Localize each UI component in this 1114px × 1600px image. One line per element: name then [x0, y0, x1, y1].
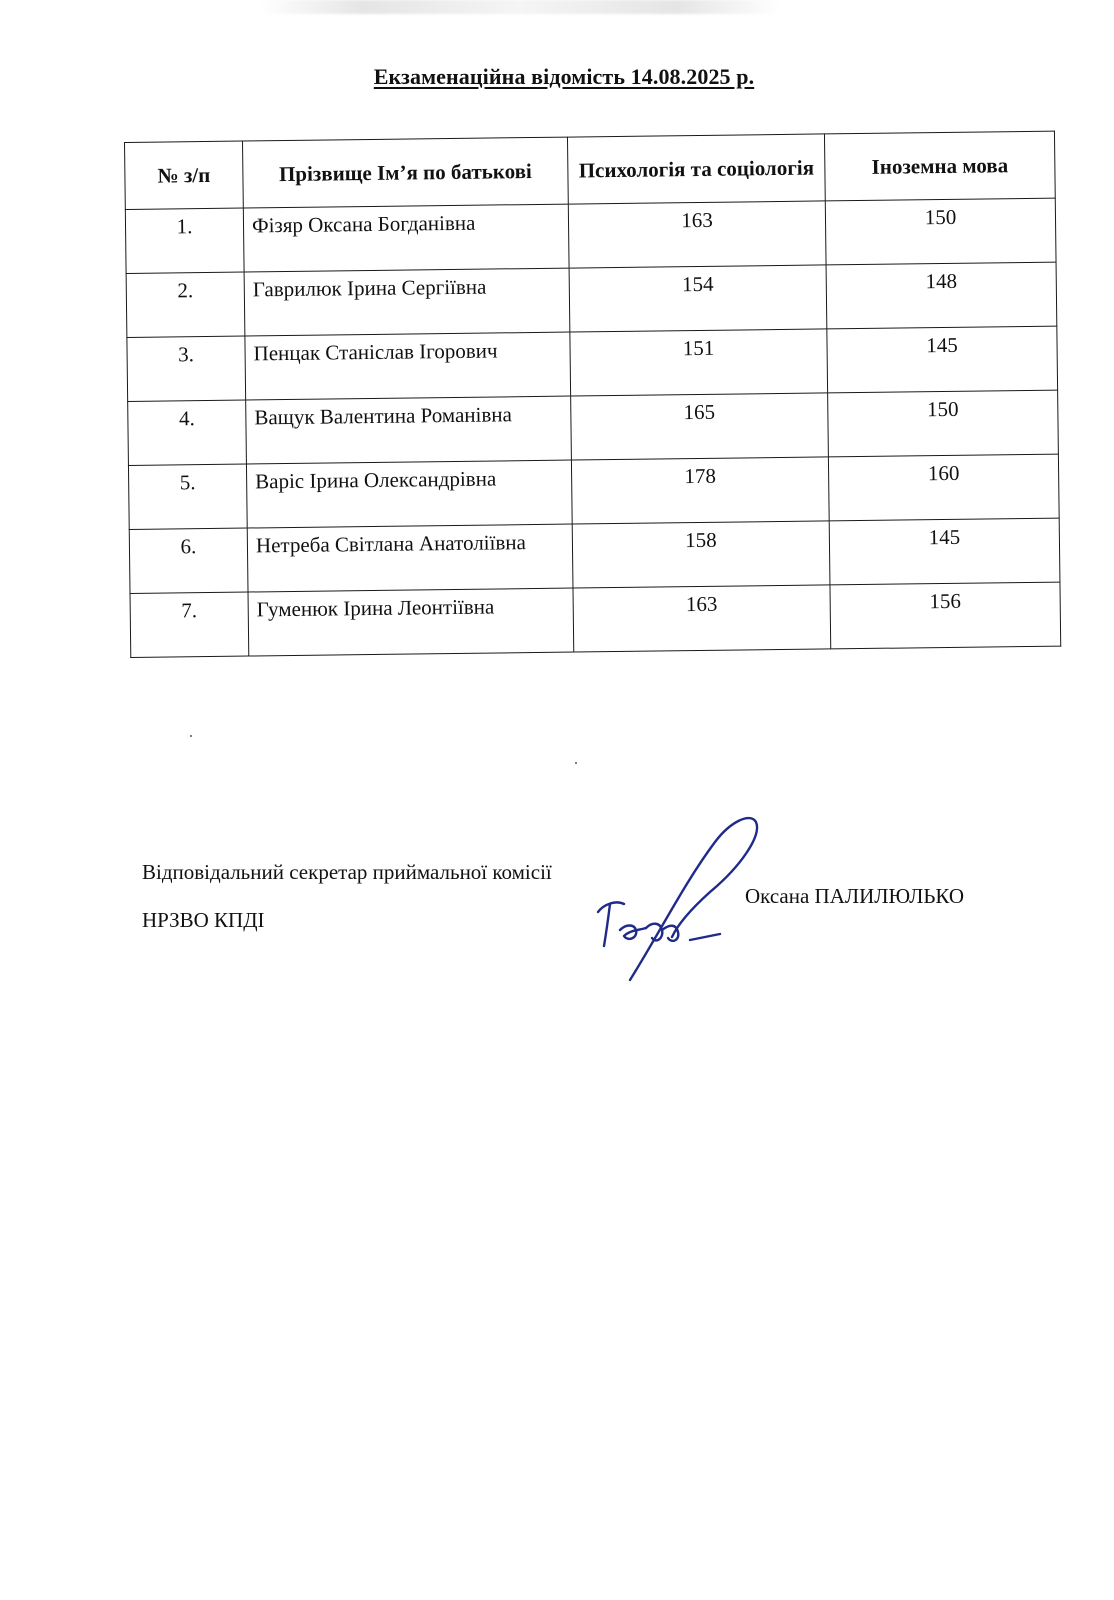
- grades-table: [124, 131, 1061, 658]
- handwritten-signature: [590, 812, 770, 992]
- table-header-row: [125, 131, 1056, 209]
- table-row: [128, 454, 1059, 529]
- header-foreign-language: Іноземна мова: [824, 131, 1055, 201]
- table-row: [127, 326, 1058, 401]
- psychology-score: 151: [570, 329, 828, 396]
- header-psychology-sociology: Психологія та соціологія: [567, 134, 825, 204]
- signature-strokes: [598, 818, 757, 980]
- row-number: 3.: [127, 336, 246, 401]
- psychology-score: 163: [573, 585, 831, 652]
- psychology-score: 163: [568, 201, 826, 268]
- row-number: 7.: [130, 592, 249, 657]
- student-name: Ващук Валентина Романівна: [246, 396, 572, 464]
- scan-speck: [575, 762, 577, 764]
- scan-speck: [190, 735, 192, 737]
- language-score: 145: [827, 326, 1058, 393]
- student-name: Нетреба Світлана Анатоліївна: [247, 524, 573, 592]
- language-score: 145: [829, 518, 1060, 585]
- signer-name: Оксана ПАЛИЛЮЛЬКО: [745, 884, 965, 908]
- psychology-score: 178: [571, 457, 829, 524]
- student-name: Гуменюк Ірина Леонтіївна: [248, 588, 574, 656]
- header-full-name: Прізвище Ім’я по батькові: [242, 137, 568, 208]
- row-number: 5.: [128, 464, 247, 529]
- psychology-score: 154: [569, 265, 827, 332]
- student-name: Гаврилюк Ірина Сергіївна: [244, 268, 570, 336]
- language-score: 160: [828, 454, 1059, 521]
- signer-position-line2: НРЗВО КПДІ: [142, 908, 265, 932]
- table-row: [125, 198, 1056, 273]
- student-name: Пенцак Станіслав Ігорович: [245, 332, 571, 400]
- language-score: 148: [826, 262, 1057, 329]
- language-score: 150: [825, 198, 1056, 265]
- table-row: [128, 390, 1059, 465]
- row-number: 1.: [125, 208, 244, 273]
- table-row: [129, 518, 1060, 593]
- row-number: 4.: [128, 400, 247, 465]
- table-row: [130, 582, 1061, 657]
- psychology-score: 158: [572, 521, 830, 588]
- table-row: [126, 262, 1057, 337]
- scan-artifact: [260, 0, 780, 14]
- row-number: 6.: [129, 528, 248, 593]
- language-score: 150: [828, 390, 1059, 457]
- row-number: 2.: [126, 272, 245, 337]
- signer-position-line1: Відповідальний секретар приймальної комісії: [142, 860, 552, 884]
- language-score: 156: [830, 582, 1061, 649]
- document-title: Екзаменаційна відомість 14.08.2025 р.: [373, 64, 755, 89]
- student-name: Фізяр Оксана Богданівна: [243, 204, 569, 272]
- header-number: № з/п: [125, 141, 244, 209]
- grades-table-container: [124, 131, 1060, 658]
- student-name: Варіс Ірина Олександрівна: [246, 460, 572, 528]
- psychology-score: 165: [571, 393, 829, 460]
